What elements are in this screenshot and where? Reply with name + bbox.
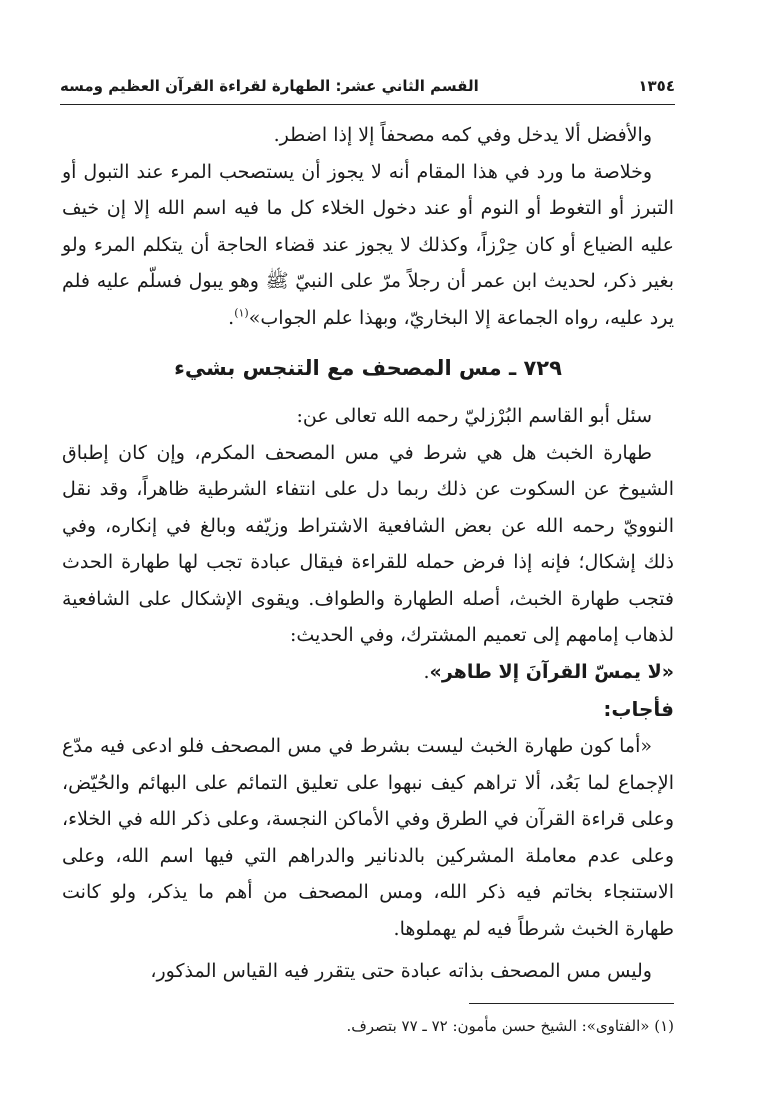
- main-text: [62, 117, 674, 990]
- answer-label: فأجاب:: [603, 697, 674, 721]
- paragraph-text: وخلاصة ما ورد في هذا المقام أنه لا يجوز أن يستصحب المرء عند التبول أو التبرز أو التغوط أو النوم أو عند دخول الخلاء كل ما فيه اسم الله إلا إن خيف عليه الضياع أو كان حِرْزاً، وكذلك لا يجوز عند قضاء الحاجة أن يتكلم المرء ولو بغير ذكر، لحديث ابن عمر أن رجلاً مرّ على النبيّ ﷺ وهو يبول فسلّم عليه فلم يرد عليه، رواه الجماعة إلا البخاريّ، وبهذا علم الجواب»: [62, 160, 674, 329]
- closing-line: وليس مس المصحف بذاته عبادة حتى يتقرر فيه القياس المذكور،: [150, 960, 652, 982]
- answer-text: «أما كون طهارة الخبث ليست بشرط في مس المصحف فلو ادعى فيه مدّع الإجماع لما بَعُد، ألا تراهم كيف نبهوا على تعليق التمائم على البهائم والحُيّض، وعلى قراءة القرآن في الطرق وفي الأماكن النجسة، وعلى ذكر الله في الخلاء، وعلى عدم معاملة المشركين بالدنانير والدراهم التي فيها اسم الله، وعلى الاستنجاء بخاتم فيه ذكر الله، ومس المصحف من أهم ما يذكر، ولو كانت طهارة الخبث شرطاً فيه لم يهملوها.: [62, 735, 674, 940]
- fatwa-heading: ٧٢٩ ـ مس المصحف مع التنجس بشيء: [174, 356, 562, 380]
- paragraph: وخلاصة ما ورد في هذا المقام أنه لا يجوز أن يستصحب المرء عند التبول أو التبرز أو التغوط أو النوم أو عند دخول الخلاء كل ما فيه اسم الله إلا إن خيف عليه الضياع أو كان حِرْزاً، وكذلك لا يجوز عند قضاء الحاجة أن يتكلم المرء ولو بغير ذكر، لحديث ابن عمر أن رجلاً مرّ على النبيّ ﷺ وهو يبول فسلّم عليه فلم يرد عليه، رواه الجماعة إلا البخاريّ، وبهذا علم الجواب»$^{(١)}$.: [62, 160, 674, 329]
- header-divider: [60, 104, 675, 105]
- hadith-line: «لا يمسّ القرآنَ إلا طاهر».: [423, 660, 674, 683]
- running-header: [60, 70, 675, 102]
- footnote-divider: [469, 1003, 674, 1004]
- section-running-title: القسم الثاني عشر: الطهارة لقراءة القرآن العظيم ومسه: [60, 77, 479, 95]
- hadith-quote: «لا يمسّ القرآنَ إلا طاهر»: [429, 660, 674, 683]
- page-number: ١٣٥٤: [638, 77, 675, 95]
- question-text: طهارة الخبث هل هي شرط في مس المصحف المكرم، وإن كان إطباق الشيوخ عن السكوت عن ذلك ربما دل على انتفاء الشرطية ظاهراً، وقد نقل النوويّ رحمه الله عن بعض الشافعية الاشتراط وزيّفه وبالغ في إنكاره، وفي ذلك إشكال؛ فإنه إذا فرض حمله للقراءة فيقال عبادة تجب لها طهارة الحدث فتجب طهارة الخبث، أصله الطهارة والطواف. ويقوى الإشكال على الشافعية لذهاب إمامهم إلى تعميم المشترك، وفي الحديث:: [62, 441, 674, 646]
- paragraph: والأفضل ألا يدخل وفي كمه مصحفاً إلا إذا اضطر.: [273, 124, 652, 146]
- footnote: (١) «الفتاوى»: الشيخ حسن مأمون: ٧٢ ـ ٧٧ بتصرف.: [346, 1017, 674, 1035]
- question-intro: سئل أبو القاسم البُرْزليّ رحمه الله تعالى عن:: [296, 405, 652, 427]
- footnote-reference: (١): [234, 306, 249, 320]
